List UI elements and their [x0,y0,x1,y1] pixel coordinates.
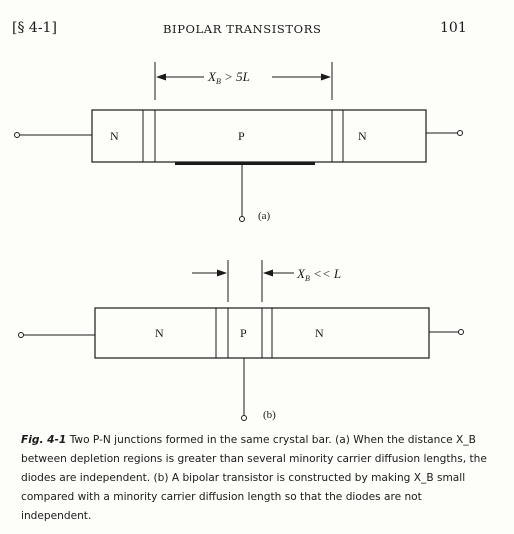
region-label-n-left-b: N [155,326,164,340]
terminal-right-b [459,330,464,335]
terminal-base-a [240,217,245,222]
dimension-arrowhead-left [156,74,166,81]
dimension-label-a: $X_B > 5L$ [208,69,250,86]
terminal-left-a [15,133,20,138]
page-number: 101 [440,20,467,36]
arrowhead-left-b [217,270,227,277]
region-label-p-a: P [238,129,245,143]
running-title: BIPOLAR TRANSISTORS [163,22,322,36]
panel-label-a: (a) [258,210,271,222]
caption-label: Fig. 4-1 [21,434,67,446]
region-label-p-b: P [240,326,247,340]
dimension-arrowhead-right [321,74,331,81]
terminal-base-b [242,416,247,421]
region-label-n-left-a: N [110,129,119,143]
terminal-left-b [19,333,24,338]
dimension-label-b: $X_B << L$ [297,266,342,283]
caption-text: Two P-N junctions formed in the same crystal bar. (a) When the distance X_B between depletion regions is greater than several minority carrier diffusion lengths, the diodes are independent. (b) A bipolar transistor is constructed by making X_B small compared with a minority carrier diffusion length so that the diodes are not independent. [21,434,487,522]
base-contact-strip [175,162,315,165]
arrowhead-right-b [263,270,273,277]
crystal-bar-a [92,110,426,162]
section-reference: [§ 4-1] [12,20,57,36]
region-label-n-right-b: N [315,326,324,340]
figure-b [19,260,464,421]
terminal-right-a [458,131,463,136]
region-label-n-right-a: N [358,129,367,143]
figure-caption [21,431,493,526]
panel-label-b: (b) [263,409,276,421]
